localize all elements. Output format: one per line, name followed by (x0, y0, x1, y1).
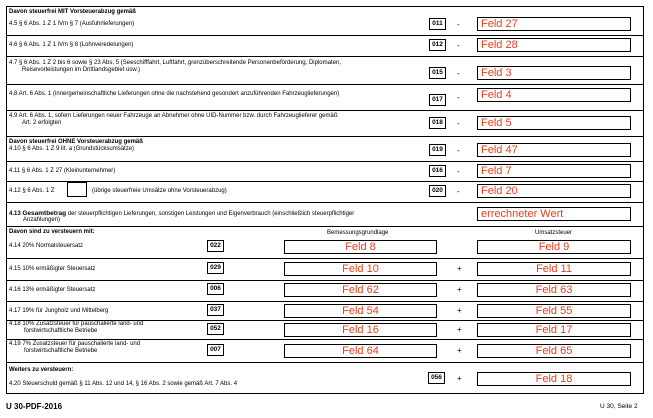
section-heading-zu-versteuern: Davon sind zu versteuern mit: (9, 229, 95, 235)
code-box-052: 052 (207, 323, 224, 335)
field-feld-10[interactable]: Feld 10 (284, 262, 437, 276)
field-feld-62[interactable]: Feld 62 (284, 283, 437, 297)
code-box-056: 056 (428, 372, 445, 384)
row-label-4-14: 4.14 20% Normalsteuersatz (9, 243, 84, 249)
field-feld-16[interactable]: Feld 16 (284, 323, 437, 337)
field-feld-18[interactable]: Feld 18 (477, 372, 631, 386)
section-heading-ohne: Davon steuerfrei OHNE Vorsteuerabzug gemäß (9, 139, 143, 145)
field-feld-63[interactable]: Feld 63 (477, 283, 631, 297)
section-divider (6, 226, 644, 227)
sign-plus: + (457, 374, 462, 383)
section-divider (6, 202, 644, 203)
section-heading-mit: Davon steuerfrei MIT Vorsteuerabzug gemäß (9, 9, 136, 15)
field-feld-64[interactable]: Feld 64 (284, 344, 437, 358)
row-label-4-13 (9, 210, 354, 218)
row-divider (6, 35, 644, 36)
sign-plus: + (457, 306, 462, 315)
field-errechneter-wert[interactable]: errechneter Wert (477, 207, 631, 221)
field-feld-7[interactable]: Feld 7 (477, 164, 631, 178)
sign-minus: - (457, 93, 460, 102)
code-box-016: 016 (429, 165, 446, 177)
row-label-4-13-cont: Anzahlungen) (23, 217, 61, 223)
row-label-4-8: 4.8 Art. 6 Abs. 1 (innergemeinschaftliche Lieferungen ohne die nachstehend gesondert anzuführenden Fahrzeuglieferungen) (9, 91, 340, 97)
gesamtbetrag-description: der steuerpflichtigen Lieferungen, sonstigen Leistungen und Eigenverbrauch (einschließlich steuerpflichtiger (66, 211, 355, 217)
paragraph-number-input[interactable] (67, 182, 87, 197)
row-divider (6, 84, 644, 85)
row-label-4-9: 4.9 Art. 6 Abs. 1, sofern Lieferungen neuer Fahrzeuge an Abnehmer ohne UID-Nummer bzw. durch Fahrzeuglieferer gemäß (9, 113, 338, 119)
sign-minus: - (457, 167, 460, 176)
section-heading-weiters: Weiters zu versteuern: (9, 367, 74, 373)
row-label-4-18: 4.18 10% Zusatzsteuer für pauschalierte land- und (9, 321, 144, 327)
field-feld-47[interactable]: Feld 47 (477, 143, 631, 157)
code-box-029: 029 (207, 262, 224, 274)
code-box-015: 015 (429, 67, 446, 79)
code-box-018: 018 (429, 117, 446, 129)
row-label-4-6: 4.6 § 6 Abs. 1 Z 1 iVm § 8 (Lohnveredelungen) (9, 42, 134, 48)
field-feld-8[interactable]: Feld 8 (284, 240, 437, 254)
row-label-4-7-cont: Reisevorleistungen im Drittlandsgebiet usw.) (22, 67, 141, 73)
row-label-4-17: 4.17 19% für Jungholz und Mittelberg (9, 308, 109, 314)
field-feld-17[interactable]: Feld 17 (477, 323, 631, 337)
row-divider (6, 301, 644, 302)
row-label-4-19-cont: forstwirtschaftliche Betriebe (24, 348, 98, 354)
row-label-4-18-cont: forstwirtschaftliche Betriebe (24, 328, 98, 334)
sign-minus: - (457, 119, 460, 128)
sign-minus: - (457, 69, 460, 78)
field-feld-55[interactable]: Feld 55 (477, 304, 631, 318)
row-label-4-11: 4.11 § 6 Abs. 1 Z 27 (Kleinunternehmer) (9, 168, 116, 174)
field-feld-65[interactable]: Feld 65 (477, 344, 631, 358)
sign-plus: + (457, 285, 462, 294)
column-header-umsatzsteuer: Umsatzsteuer (535, 230, 573, 236)
field-feld-27[interactable]: Feld 27 (477, 17, 631, 31)
row-divider (6, 258, 644, 259)
sign-minus: - (457, 20, 460, 29)
row-number-4-13: 4.13 (9, 211, 21, 217)
field-feld-9[interactable]: Feld 9 (477, 240, 631, 254)
row-label-4-12-cont: (übrige steuerfreie Umsätze ohne Vorsteuerabzug) (92, 188, 227, 194)
sign-minus: - (457, 41, 460, 50)
gesamtbetrag-label: Gesamtbetrag (22, 210, 67, 217)
form-id: U 30-PDF-2016 (6, 402, 63, 411)
row-label-4-9-cont: Art. 2 erfolgten (22, 120, 62, 126)
row-divider (6, 339, 644, 340)
sign-minus: - (457, 146, 460, 155)
code-box-011: 011 (429, 18, 446, 30)
row-label-4-10: 4.10 § 6 Abs. 1 Z 9 lit. a (Grundstücksumsätze) (9, 146, 135, 152)
sign-plus: + (457, 346, 462, 355)
field-feld-28[interactable]: Feld 28 (477, 38, 631, 52)
row-divider (6, 161, 644, 162)
section-divider (6, 362, 644, 363)
code-box-017: 017 (429, 94, 446, 106)
row-divider (6, 56, 644, 57)
sign-plus: + (457, 325, 462, 334)
row-divider (6, 181, 644, 182)
column-header-bemessungsgrundlage: Bemessungsgrundlage (327, 230, 389, 236)
code-box-019: 019 (429, 144, 446, 156)
code-box-012: 012 (429, 39, 446, 51)
code-box-020: 020 (429, 185, 446, 197)
field-feld-4[interactable]: Feld 4 (477, 88, 631, 102)
field-feld-54[interactable]: Feld 54 (284, 304, 437, 318)
row-label-4-15: 4.15 10% ermäßigter Steuersatz (9, 266, 96, 272)
row-label-4-5: 4.5 § 6 Abs. 1 Z 1 iVm § 7 (Ausfuhrlieferungen) (9, 21, 135, 27)
row-label-4-20: 4.20 Steuerschuld gemäß § 11 Abs. 12 und 14, § 16 Abs. 2 sowie gemäß Art. 7 Abs. 4 (9, 381, 238, 387)
code-box-007: 007 (207, 344, 224, 356)
row-label-4-16: 4.16 13% ermäßigter Steuersatz (9, 287, 96, 293)
row-label-4-19: 4.19 7% Zusatzsteuer für pauschalierte land- und (9, 341, 141, 347)
code-box-022: 022 (207, 240, 224, 252)
code-box-037: 037 (207, 304, 224, 316)
code-box-006: 006 (207, 283, 224, 295)
section-divider (6, 136, 644, 137)
row-label-4-7: 4.7 § 6 Abs. 1 Z 2 bis 6 sowie § 23 Abs. 5 (Seeschifffahrt, Luftfahrt, grenzüberschreitende Personenbeförderung, Diplomaten, (9, 60, 341, 66)
sign-minus: - (457, 187, 460, 196)
row-label-4-12: 4.12 § 6 Abs. 1 Z (9, 188, 55, 194)
page-number: U 30, Seite 2 (600, 403, 638, 410)
field-feld-20[interactable]: Feld 20 (477, 184, 631, 198)
row-divider (6, 110, 644, 111)
row-divider (6, 280, 644, 281)
field-feld-11[interactable]: Feld 11 (477, 262, 631, 276)
sign-plus: + (457, 264, 462, 273)
field-feld-5[interactable]: Feld 5 (477, 116, 631, 130)
field-feld-3[interactable]: Feld 3 (477, 66, 631, 80)
